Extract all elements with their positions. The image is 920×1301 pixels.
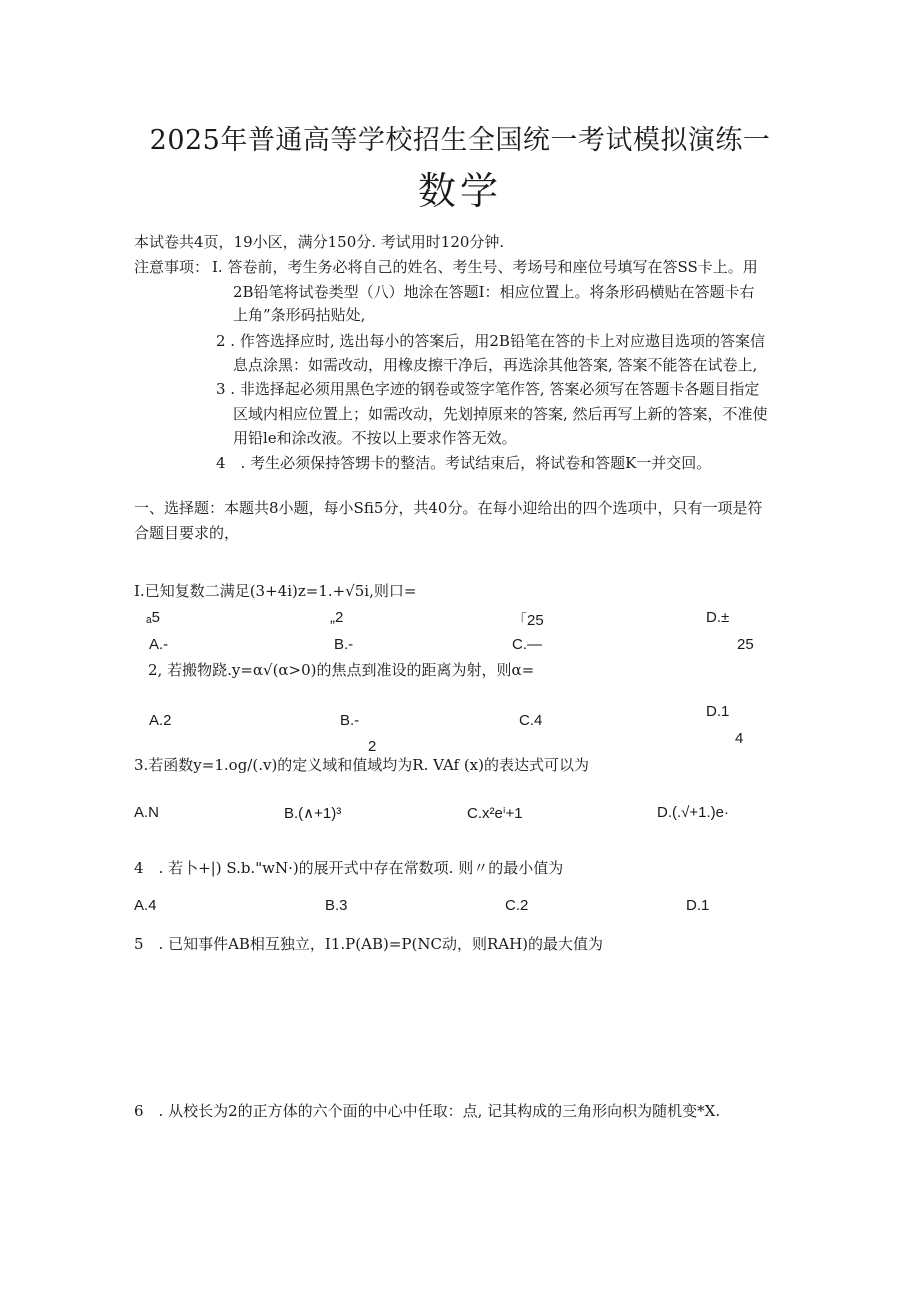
q3-option-a: A.N [134,804,160,821]
notice-label: 注意事项： [134,258,210,276]
notice-line: 3 . 非选择起必须用黑色字迹的钢卷或签字笔作答, 答案必须写在答题卡各题目指定 [216,380,760,398]
notice-line: 2 . 作答选择应时, 选出每小的答案后，用2B铅笔在答的卡上对应遨目选项的答案信 [216,332,765,350]
q1-option-d: D.± [706,609,730,626]
q1-option-a-numerator: ₐ5 [146,609,160,626]
q4-option-d: D.1 [686,897,710,914]
notice-line: 用铅le和涂改液。不按以上要求作答无效。 [233,429,517,447]
q3-option-c: C.x²eⁱ+1 [467,805,523,822]
question-2-stem: 2, 若搬物跷.y=α√(α>0)的焦点到准设的距离为射，则α= [148,661,535,679]
q2-option-c: C.4 [519,712,543,729]
question-5-stem: 5 . 已知事件AB相互独立，I1.P(AB)=P(NC动，则RAH)的最大值为 [134,935,604,953]
section-heading: 合题目要求的， [134,524,240,542]
question-6-stem: 6 . 从校长为2的正方体的六个面的中心中任取：点, 记其构成的三角形向枳为随机变*X. [134,1102,721,1120]
q2-option-d: D.1 [706,703,730,720]
q1-option-b-numerator: „2 [330,609,344,626]
q2-option-a: A.2 [149,712,172,729]
exam-intro: 本试卷共4页，19小区，满分150分. 考试用时120分钟. [134,233,505,251]
q2-option-b-denominator: 2 [368,738,377,755]
notice-line: 2B铅笔将试卷类型（八）地涂在答题I：相应位置上。将条形码横贴在答题卡右 [233,283,755,301]
notice-line: 上角”条形码拈贴处, [233,306,366,324]
question-4-stem: 4 . 若卜+|) S.b."wN·)的展开式中存在常数项. 则〃的最小值为 [134,859,564,877]
q1-option-c: C.— [512,636,542,653]
q3-option-b: B.(∧+1)³ [284,805,342,822]
notice-line: 息点涂黑：如需改动，用橡皮擦干净后，再选涂其他答案, 答案不能答在试卷上, [233,356,758,374]
q4-option-c: C.2 [505,897,529,914]
q2-option-b: B.- [340,712,360,729]
q4-option-b: B.3 [325,897,348,914]
q1-option-d-value: 25 [737,636,754,653]
subject-title: 数学 [417,169,502,213]
notice-line: 区域内相应位置上；如需改动，先划掉原来的答案, 然后再写上新的答案，不准使 [233,405,768,423]
q1-option-c-numerator: 「25 [512,612,544,629]
notice-line: 4 . 考生必须保持答甥卡的整洁。考试结束后，将试卷和答题K一并交回。 [216,454,712,472]
q3-option-d: D.(.√+1.)e· [657,804,729,821]
notice-line: I. 答卷前，考生务必将自己的姓名、考生号、考场号和座位号填写在答SS卡上。用 [212,258,758,276]
question-1-stem: I.已知复数二满足(3+4i)z=1.+√5i,则口= [134,582,417,600]
q2-option-d-denominator: 4 [735,730,744,747]
q1-option-a: A.- [149,636,169,653]
q4-option-a: A.4 [134,897,157,914]
question-3-stem: 3.若函数y=1.og/(.v)的定义域和值域均为R. VAf (x)的表达式可以为 [134,756,589,774]
exam-title: 2025年普通高等学校招生全国统一考试模拟演练一 [149,125,771,156]
section-heading: 一、选择题：本题共8小题，每小Sfi5分，共40分。在每小迎给出的四个选项中，只有一项是符 [134,499,763,517]
q1-option-b: B.- [334,636,354,653]
